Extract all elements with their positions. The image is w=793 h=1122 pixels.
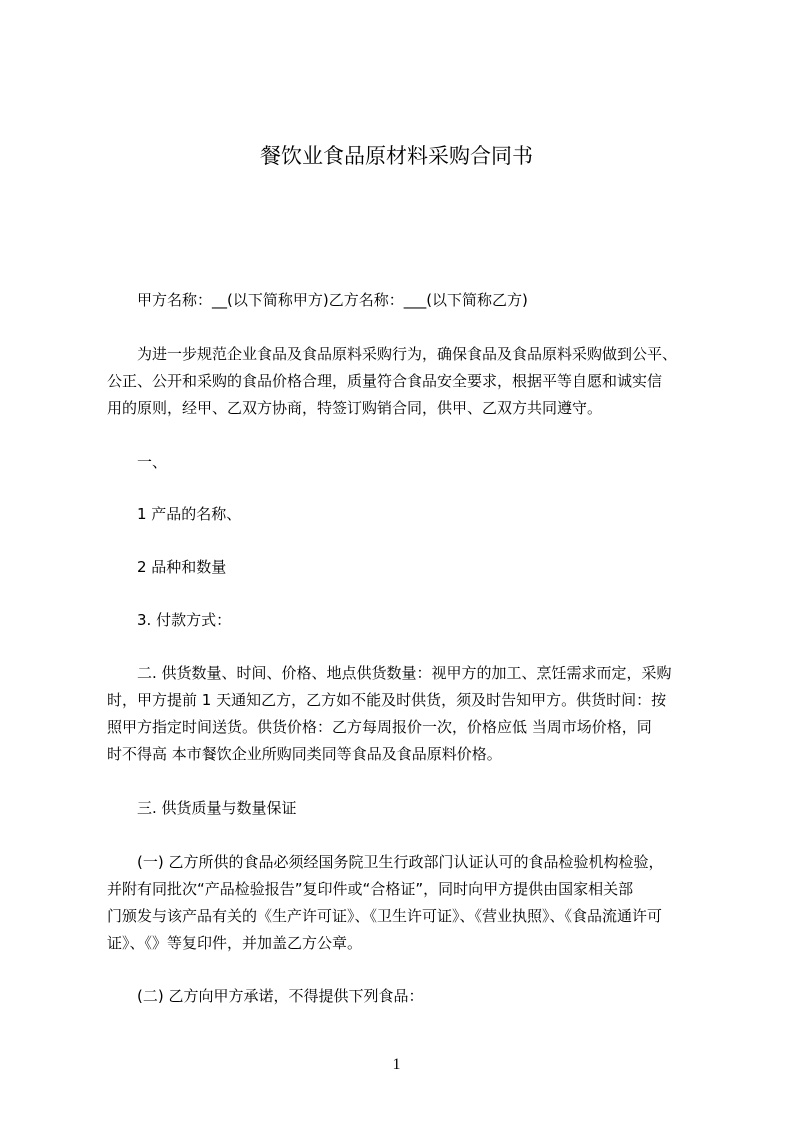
item-1 [107, 501, 707, 528]
clause-one-paragraph [107, 849, 707, 957]
section-three-line: 三. 供货质量与数量保证 [137, 799, 297, 817]
clause-two-line: (二) 乙方向甲方承诺，不得提供下列食品： [137, 987, 424, 1005]
clause-one-line: 并附有同批次“产品检验报告”复印件或“合格证”，同时向甲方提供由国家相关部 [107, 880, 634, 898]
section-one-heading [107, 449, 707, 476]
clause-one-line: (一) 乙方所供的食品必须经国务院卫生行政部门认证认可的食品检验机构检验， [137, 853, 664, 871]
section-two-line: 时不得高 本市餐饮企业所购同类同等食品及食品原料价格。 [107, 745, 502, 763]
item-2-line: 2 品种和数量 [137, 558, 227, 576]
section-three-heading [107, 795, 707, 822]
item-3-line: 3. 付款方式： [137, 611, 232, 629]
intro-line: 公正、公开和采购的食品价格合理，质量符合食品安全要求，根据平等自愿和诚实信 [107, 372, 663, 390]
intro-line: 用的原则，经甲、乙双方协商，特签订购销合同，供甲、乙双方共同遵守。 [107, 399, 603, 417]
page-number: 1 [392, 1056, 401, 1073]
section-two-line: 二. 供货数量、时间、价格、地点供货数量：视甲方的加工、烹饪需求而定，采购 [137, 664, 672, 682]
section-one-line: 一、 [137, 453, 168, 471]
clause-one-line: 门颁发与该产品有关的《生产许可证》、《卫生许可证》、《营业执照》、《食品流通许可 [107, 907, 663, 925]
section-two-line: 照甲方指定时间送货。供货价格：乙方每周报价一次，价格应低 当周市场价格，同 [107, 718, 652, 736]
clause-one-line: 证》、《》等复印件，并加盖乙方公章。 [107, 934, 363, 952]
item-2 [107, 554, 707, 581]
document-title: 餐饮业食品原材料采购合同书 [260, 144, 533, 168]
intro-paragraph [107, 341, 707, 422]
section-two-paragraph [107, 660, 707, 768]
parties-paragraph [107, 287, 707, 314]
intro-line: 为进一步规范企业食品及食品原料采购行为，确保食品及食品原料采购做到公平、 [137, 345, 678, 363]
item-1-line: 1 产品的名称、 [137, 505, 242, 523]
parties-line: 甲方名称：__(以下简称甲方)乙方名称：___(以下简称乙方) [137, 291, 528, 309]
item-3 [107, 607, 707, 634]
clause-two-paragraph [107, 983, 707, 1010]
section-two-line: 时，甲方提前 1 天通知乙方，乙方如不能及时供货，须及时告知甲方。供货时间：按 [107, 691, 667, 709]
